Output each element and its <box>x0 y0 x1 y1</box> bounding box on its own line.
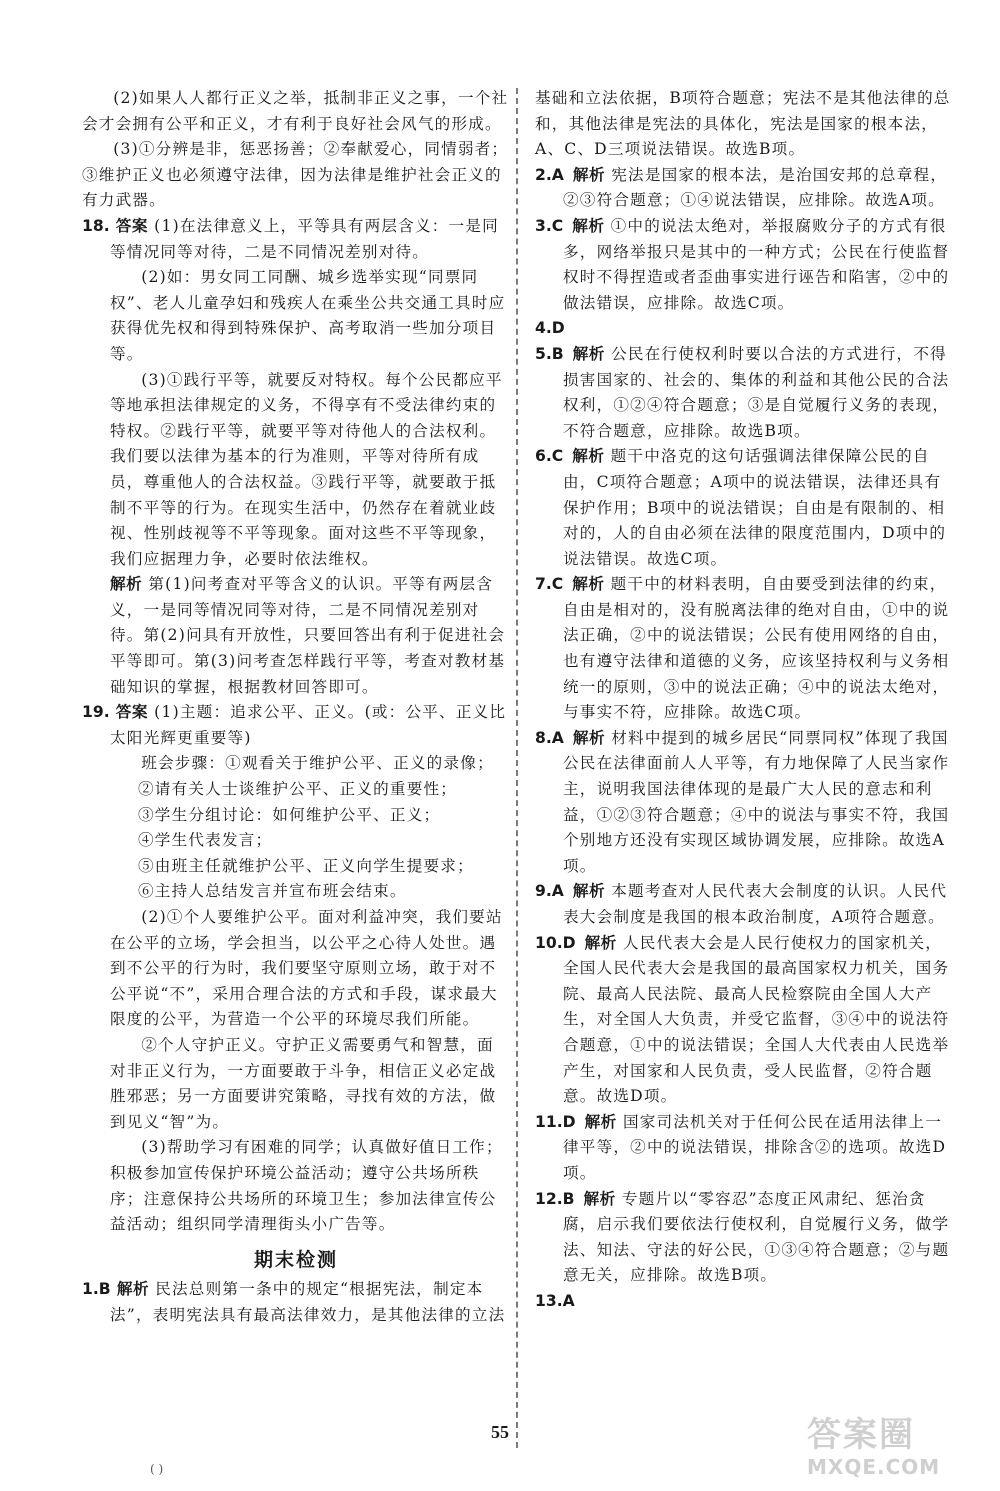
item-text: 人民代表大会是人民行使权力的国家机关，全国人民代表大会是我国的最高国家权力机关，国务院、最高人民法院、最高人民检察院由全国人大产生，对全国人大负责，并受它监督，③④中的说法符合题意，①中的说法错误；全国人大代表由人民选举产生，对国家和人民负责，受人民监督，②符合题意。故选D项。 <box>563 933 950 1106</box>
item-answer: C <box>551 216 564 235</box>
page-number: 55 <box>491 1422 509 1442</box>
q19-part2: (2)①个人要维护公平。面对利益冲突，我们要站在公平的立场，学会担当，以公平之心待人处世。遇到不公平的行为时，我们要坚守原则立场，敢于对不公平说“不”，采用合理合法的方式和手段，谋求最大限度的公平，为营造一个公平的环境尽我们所能。 <box>110 908 503 1029</box>
column-divider <box>516 88 518 1448</box>
item-number: 4. <box>535 319 552 338</box>
q18-part2: (2)如：男女同工同酬、城乡选举实现“同票同权”、老人儿童孕妇和残疾人在乘坐公共交通工具时应获得优先权和得到特殊保护、高考取消一些加分项目等。 <box>110 268 506 363</box>
item-answer: D <box>562 933 576 952</box>
left-column <box>82 86 510 1329</box>
q19-step: ③学生分组讨论：如何维护公平、正义； <box>138 805 441 824</box>
item-answer: D <box>562 1112 576 1131</box>
item-answer: B <box>562 1189 575 1208</box>
item-number: 3. <box>535 216 552 235</box>
watermark-top: 答案圈 <box>807 1415 915 1455</box>
q1-text: 民法总则第一条中的规定“根据宪法，制定本法”，表明宪法具有最高法律效力，是其他法律的立法 <box>110 1280 506 1324</box>
answer-item <box>535 163 955 214</box>
q19-step: ⑤由班主任就维护公平、正义向学生提要求； <box>138 856 474 875</box>
footer-mark: ( ) <box>150 1462 164 1476</box>
item-number: 10. <box>535 933 563 952</box>
analysis-label: 解析 <box>584 1112 617 1131</box>
q19-answer <box>82 700 510 751</box>
answer-item <box>535 572 955 726</box>
item-text: 国家司法机关对于任何公民在适用法律上一律平等，②中的说法错误，排除含②的选项。故选D项。 <box>563 1112 947 1182</box>
analysis-label: 解析 <box>572 882 606 901</box>
item-text: 本题考查对人民代表大会制度的认识。人民代表大会制度是我国的根本政治制度，A项符合题意。 <box>563 882 948 926</box>
analysis-label: 解析 <box>583 1189 616 1208</box>
q18-number: 18. <box>82 216 110 235</box>
analysis-label: 解析 <box>584 933 617 952</box>
q18-answer <box>82 214 510 265</box>
item-text: 题干中的材料表明，自由要受到法律的约束，自由是相对的，没有脱离法律的绝对自由，①中的说法正确，②中的说法错误；公民有使用网络的自由，也有遵守法律和道德的义务，应该坚持权利与义务相统一的原则，③中的说法正确；④中的说法太绝对，与事实不符，应排除。故选C项。 <box>563 575 950 722</box>
q18-analysis <box>82 572 510 700</box>
answer-item <box>535 342 955 444</box>
analysis-label: 解析 <box>116 1280 150 1299</box>
analysis-label: 解析 <box>572 344 605 363</box>
analysis-label: 解析 <box>110 575 143 594</box>
item-answer: A <box>551 728 564 747</box>
answer-item <box>535 1110 955 1187</box>
final-q1 <box>82 1277 510 1328</box>
q1-number: 1. <box>82 1280 99 1299</box>
item-answer: D <box>551 319 565 338</box>
answer-label: 答案 <box>115 703 148 722</box>
item-number: 11. <box>535 1112 563 1131</box>
section-title: 期末检测 <box>253 1248 338 1271</box>
item-text: 公民在行使权利时要以合法的方式进行，不得损害国家的、社会的、集体的利益和其他公民的合法权利，①②④符合题意；③是自觉履行义务的表现，不符合题意，应排除。故选B项。 <box>563 344 950 440</box>
q1-answer: B <box>98 1280 111 1299</box>
q19-step: ⑥主持人总结发言并宣布班会结束。 <box>138 882 407 901</box>
analysis-label: 解析 <box>572 728 606 747</box>
answer-item <box>535 444 955 572</box>
q18-part3: (3)①践行平等，就要反对特权。每个公民都应平等地承担法律规定的义务，不得享有不受法律约束的特权。②践行平等，就要平等对待他人的合法权利。我们要以法律为基本的行为准则，平等对待所有成员，尊重他人的合法权益。③践行平等，就要敢于抵制不平等的行为。在现实生活中，仍然存在着就业歧视、性别歧视等不平等现象。面对这些不平等现象，我们应据理力争，必要时依法维权。 <box>110 370 503 568</box>
q19-steps-label: 班会步骤：①观看关于维护公平、正义的录像； <box>141 754 494 773</box>
q19-part2b: ②个人守护正义。守护正义需要勇气和智慧，面对非正义行为，一方面要敢于斗争，相信正义必定战胜邪恶；另一方面要讲究策略，寻找有效的方法，做到见义“智”为。 <box>110 1035 497 1131</box>
q17-part2: (2)如果人人都行正义之举，抵制非正义之事，一个社会才会拥有公平和正义，才有利于良好社会风气的形成。 <box>82 89 509 133</box>
item-number: 9. <box>535 882 552 901</box>
item-answer: C <box>551 447 564 466</box>
q19-step: ④学生代表发言； <box>138 831 273 850</box>
q18-part1: (1)在法律意义上，平等具有两层含义：一是同等情况同等对待，二是不同情况差别对待。 <box>110 216 499 261</box>
answer-item <box>535 316 955 342</box>
item-number: 13. <box>535 1291 563 1310</box>
analysis-label: 解析 <box>572 447 605 466</box>
item-text: 专题片以“零容忍”态度正风肃纪、惩治贪腐，启示我们要依法行使权利，自觉履行义务，做学法、知法、守法的好公民，①③④符合题意；②与题意无关，应排除。故选B项。 <box>563 1189 950 1285</box>
answer-item <box>535 1289 955 1315</box>
item-answer: C <box>551 575 564 594</box>
item-number: 8. <box>535 728 552 747</box>
item-text: ①中的说法太绝对，举报腐败分子的方式有很多，网络举报只是其中的一种方式；公民在行使监督权时不得捏造或者歪曲事实进行诬告和陷害，②中的做法错误，应排除。故选C项。 <box>563 216 950 312</box>
item-text: 题干中洛克的这句话强调法律保障公民的自由，C项符合题意；A项中的说法错误，法律还具有保护作用；B项中的说法错误；自由是有限制的、相对的，人的自由必须在法律的限度范围内，D项中的说法错误。故选C项。 <box>563 447 947 568</box>
item-number: 7. <box>535 575 552 594</box>
q19-step: ②请有关人士谈维护公平、正义的重要性； <box>138 780 458 799</box>
answer-list <box>535 163 955 1315</box>
q19-part1: (1)主题：追求公平、正义。(或：公平、正义比太阳光辉更重要等) <box>110 703 507 747</box>
item-text: 材料中提到的城乡居民“同票同权”体现了我国公民在法律面前人人平等，有力地保障了人民当家作主，说明我国法律体现的是最广大人民的意志和利益，①②③符合题意；④中的说法与事实不符，我国个别地方还没有实现区域协调发展，应排除。故选A项。 <box>563 728 950 875</box>
answer-item <box>535 214 955 316</box>
answer-item <box>535 879 955 930</box>
item-answer: A <box>562 1291 575 1310</box>
q1-continued: 基础和立法依据，B项符合题意；宪法不是其他法律的总和，其他法律是宪法的具体化，宪法是国家的根本法，A、C、D三项说法错误。故选B项。 <box>535 89 951 159</box>
analysis-label: 解析 <box>572 216 605 235</box>
analysis-label: 解析 <box>572 575 605 594</box>
item-number: 5. <box>535 344 552 363</box>
item-number: 12. <box>535 1189 563 1208</box>
watermark-bottom: MXQE.COM <box>807 1455 941 1479</box>
item-answer: A <box>551 882 564 901</box>
q19-number: 19. <box>82 703 110 722</box>
answer-item <box>535 931 955 1110</box>
item-answer: B <box>551 344 564 363</box>
analysis-label: 解析 <box>572 165 606 184</box>
q18-analysis-text: 第(1)问考查对平等含义的认识。平等有两层含义，一是同等情况同等对待，二是不同情况差别对待。第(2)问具有开放性，只要回答出有利于促进社会平等即可。第(3)问考查怎样践行平等，考查对教材基础知识的掌握，根据教材回答即可。 <box>110 575 506 696</box>
item-number: 6. <box>535 447 552 466</box>
q17-part3: (3)①分辨是非，惩恶扬善；②奉献爱心，同情弱者；③维护正义也必须遵守法律，因为法律是维护社会正义的有力武器。 <box>82 140 509 210</box>
watermark-logo <box>807 1415 982 1485</box>
item-number: 2. <box>535 165 552 184</box>
q19-part3: (3)帮助学习有困难的同学；认真做好值日工作；积极参加宣传保护环境公益活动；遵守公共场所秩序；注意保持公共场所的环境卫生；参加法律宣传公益活动；组织同学清理街头小广告等。 <box>110 1138 503 1234</box>
item-text: 宪法是国家的根本法，是治国安邦的总章程，②③符合题意；①④说法错误，应排除。故选A项。 <box>563 165 948 210</box>
answer-item <box>535 1187 955 1289</box>
right-column <box>535 86 955 1315</box>
item-answer: A <box>551 165 564 184</box>
answer-item <box>535 726 955 880</box>
answer-label: 答案 <box>115 216 148 235</box>
